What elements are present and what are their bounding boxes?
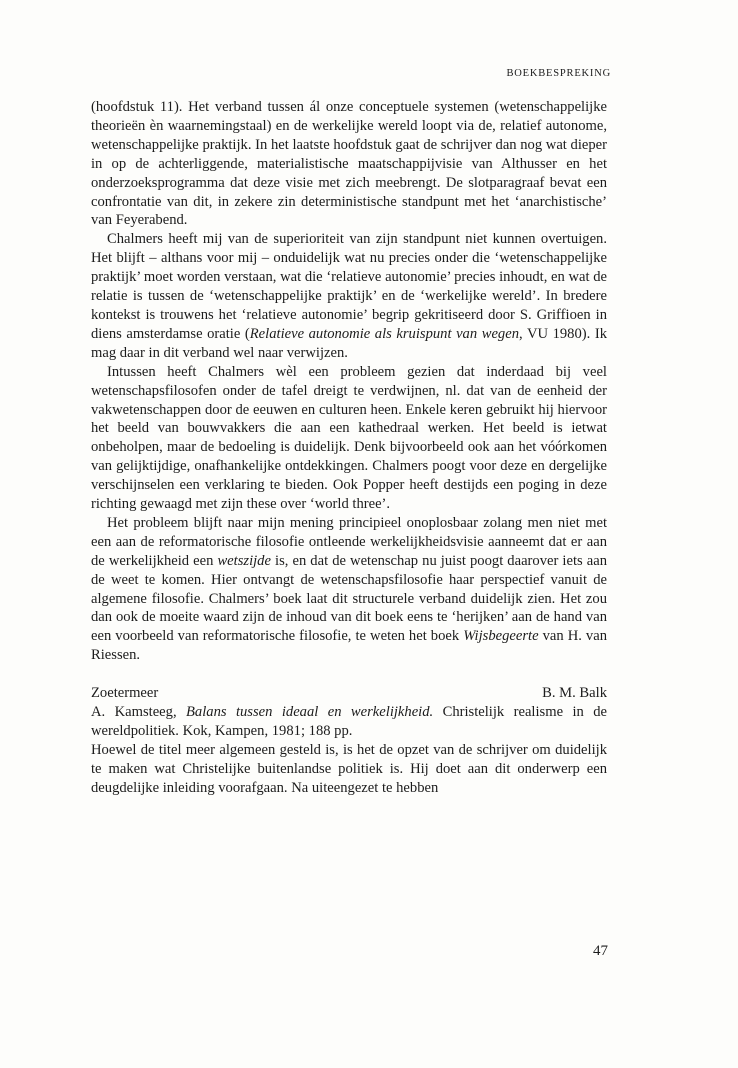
paragraph-4-italic-1: wetszijde [217,552,271,569]
signature-line [91,684,607,703]
review-author: A. Kamsteeg, [91,704,187,721]
paragraph-4 [91,514,607,665]
page-number: 47 [593,943,608,959]
review-details: Christelijk realisme in de wereldpolitiek. Kok, Kampen, 1981; 188 pp. [91,704,607,739]
paragraph-3: Intussen heeft Chalmers wèl een probleem gezien dat inderdaad bij veel wetenschapsfilosofen onder de tafel dreigt te verdwijnen, nl. dat van de eenheid der vakwetenschappen door de eeuwen en culturen heen. Enkele keren gebruikt hij hiervoor het beeld van bouwvakkers die aan een kathedraal werken. Het beeld is ietwat onbeholpen, maar de bedoeling is duidelijk. Denk bijvoorbeeld ook aan het vóórkomen van gelijktijdige, onafhankelijke ontdekkingen. Chalmers poogt voor deze en dergelijke verschijnselen een verklaring te bieden. Ook Popper heeft destijds een poging in deze richting gewaagd met zijn these over ‘world three’. [91,363,607,513]
signature-place: Zoetermeer [91,685,159,702]
paragraph-4-part-a: Het probleem blijft naar mijn mening principieel onoplosbaar zolang men niet met een aan de reformatorische filosofie ontleende werkelijkheidsvisie aanneemt dat er aan de werkelijkheid een [91,514,607,569]
paragraph-2 [91,230,607,362]
paragraph-4-part-c: van H. van Riessen. [91,628,607,664]
paragraph-4-part-b: is, en dat de wetenschap nu juist poogt daarover iets aan de weet te komen. Hier ontvangt de wetenschapsfilosofie haar perspectief vanuit de algemene filosofie. Chalmers’ boek laat dit structurele verband duidelijk zien. Het zou dan ook de moeite waard zijn de inhoud van dit boek eens te ‘herijken’ aan de hand van een voorbeeld van reformatorische filosofie, te weten het boek [91,552,607,645]
review-book-title: Balans tussen ideaal en werkelijkheid. [186,704,434,721]
body-text [91,98,607,798]
review-text: Hoewel de titel meer algemeen gesteld is, is het de opzet van de schrijver om duidelijk te maken wat Christelijke buitenlandse politiek is. Hij doet aan dit onderwerp een deugdelijke inleiding voorafgaan. Na uiteengezet te hebben [91,741,607,796]
paragraph-2-part-a: Chalmers heeft mij van de superioriteit van zijn standpunt niet kunnen overtuigen. Het blijft – althans voor mij – onduidelijk wat nu precies onder die ‘wetenschappelijke praktijk’ moet worden verstaan, wat die ‘relatieve autonomie’ precies inhoudt, en wat de relatie is tussen de ‘wetenschappelijke praktijk’ en de ‘werkelijke wereld’. In bredere kontekst is trouwens het ‘relatieve autonomie’ begrip gekritiseerd door S. Griffioen in diens amsterdamse oratie ( [91,231,607,342]
paragraph-2-italic: Relatieve autonomie als kruispunt van wegen [249,325,519,342]
signature-author: B. M. Balk [542,685,607,702]
paragraph-1: (hoofdstuk 11). Het verband tussen ál onze conceptuele systemen (wetenschappelijke theorieën èn waarnemingstaal) en de werkelijke wereld loopt via de, relatief autonome, wetenschappelijke praktijk. In het laatste hoofdstuk gaat de schrijver dan nog wat dieper in op de achterliggende, materialistische maatschappijvisie van Althusser en het onderzoeksprogramma dat deze visie met zich meebrengt. De slotparagraaf bevat een confrontatie van dit, in zekere zin deterministische standpunt met het ‘anarchistische’ van Feyerabend. [91,99,607,229]
review-citation [91,703,607,741]
paragraph-4-italic-2: Wijsbegeerte [463,628,539,645]
paragraph-2-part-b: , VU 1980). Ik mag daar in dit verband wel naar verwijzen. [91,325,608,361]
running-header: BOEKBESPREKING [506,68,611,79]
